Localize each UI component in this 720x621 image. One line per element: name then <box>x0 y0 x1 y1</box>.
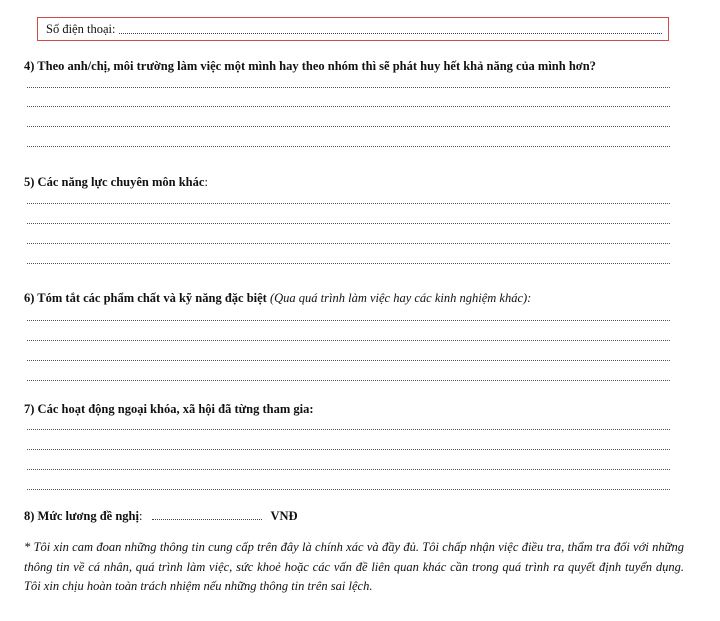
answer-line[interactable] <box>27 429 670 430</box>
answer-line[interactable] <box>27 320 670 321</box>
salary-label: 8) Mức lương đề nghị <box>24 509 139 523</box>
question-5-colon: : <box>204 175 208 189</box>
answer-line[interactable] <box>27 243 670 244</box>
question-6-note: (Qua quá trình làm việc hay các kinh nghiệm khác): <box>269 291 532 305</box>
answer-line[interactable] <box>27 146 670 147</box>
question-5-text: 5) Các năng lực chuyên môn khác <box>24 175 205 189</box>
answer-line[interactable] <box>27 223 670 224</box>
question-6 <box>24 291 531 306</box>
salary-input-line[interactable] <box>152 510 262 520</box>
question-5 <box>24 175 208 190</box>
phone-label: Số điện thoại: <box>46 21 116 36</box>
answer-line[interactable] <box>27 126 670 127</box>
salary-colon: : <box>138 509 143 523</box>
question-7 <box>24 402 314 417</box>
answer-line[interactable] <box>27 203 670 204</box>
salary-unit: VNĐ <box>270 509 298 523</box>
answer-line[interactable] <box>27 87 670 88</box>
declaration-text: * Tôi xin cam đoan những thông tin cung cấp trên đây là chính xác và đầy đủ. Tôi chấp nhận việc điều tra, thẩm tra đối với những thông tin về cá nhân, quá trình làm việc, sức khoẻ hoặc các vấn đề liên quan khác cần trong quá trình ra quyết định tuyển dụng. Tôi xin chịu hoàn toàn trách nhiệm nếu những thông tin trên sai lệch. <box>24 540 684 593</box>
question-7-text: 7) Các hoạt động ngoại khóa, xã hội đã từng tham gia: <box>24 402 314 416</box>
phone-number-field[interactable] <box>37 17 669 41</box>
answer-line[interactable] <box>27 340 670 341</box>
answer-line[interactable] <box>27 263 670 264</box>
answer-line[interactable] <box>27 106 670 107</box>
phone-dotted-line[interactable] <box>119 24 662 34</box>
answer-line[interactable] <box>27 449 670 450</box>
answer-line[interactable] <box>27 489 670 490</box>
salary-row <box>24 509 298 524</box>
answer-line[interactable] <box>27 469 670 470</box>
question-4-text: 4) Theo anh/chị, môi trường làm việc một mình hay theo nhóm thì sẽ phát huy hết khả năng của mình hơn? <box>24 59 596 73</box>
question-4 <box>24 59 596 74</box>
question-6-text: 6) Tóm tắt các phẩm chất và kỹ năng đặc biệt <box>24 291 270 305</box>
answer-line[interactable] <box>27 360 670 361</box>
answer-line[interactable] <box>27 380 670 381</box>
